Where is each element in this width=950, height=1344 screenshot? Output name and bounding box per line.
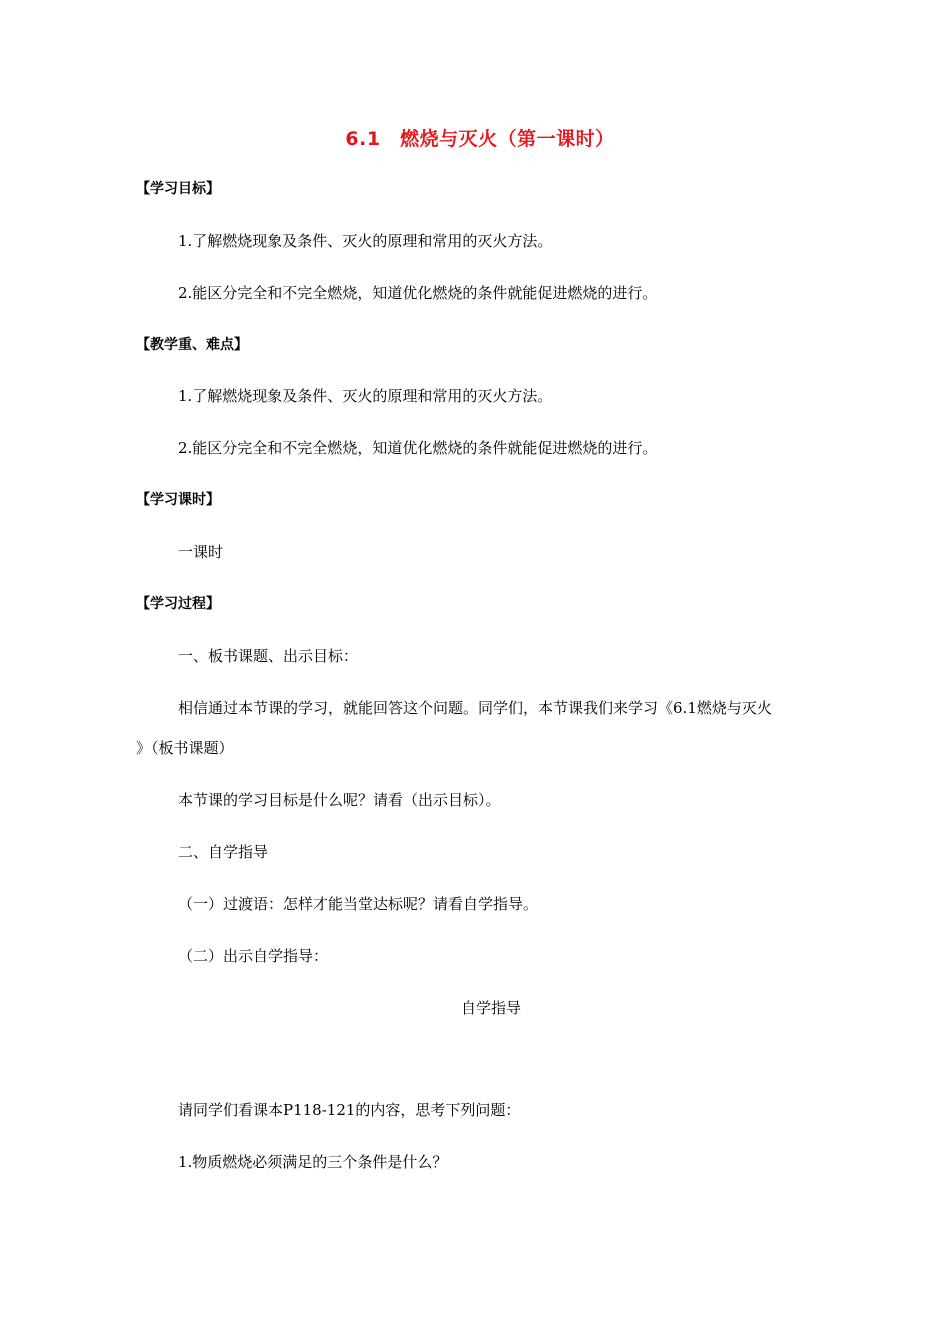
process-sub-1: （一）过渡语：怎样才能当堂达标呢？请看自学指导。 <box>178 895 539 913</box>
guide-intro: 请同学们看课本P118-121的内容，思考下列问题： <box>178 1101 521 1119</box>
key-points-item-2: 2.能区分完全和不完全燃烧，知道优化燃烧的条件就能促进燃烧的进行。 <box>178 439 658 457</box>
process-step-1: 一、板书课题、出示目标： <box>178 647 359 665</box>
periods-text: 一课时 <box>178 543 224 561</box>
key-points-item-1: 1.了解燃烧现象及条件、灭火的原理和常用的灭火方法。 <box>178 387 553 405</box>
objectives-item-2: 2.能区分完全和不完全燃烧，知道优化燃烧的条件就能促进燃烧的进行。 <box>178 284 658 302</box>
guide-title: 自学指导 <box>460 999 521 1017</box>
process-paragraph-2: 本节课的学习目标是什么呢？请看（出示目标）。 <box>178 791 501 809</box>
document-title: 6.1 燃烧与灭火（第一课时） <box>345 128 615 150</box>
process-paragraph-1-line-2: 》（板书课题） <box>136 739 234 757</box>
process-paragraph-1-line-1: 相信通过本节课的学习，就能回答这个问题。同学们，本节课我们来学习《6.1燃烧与灭火 <box>178 699 772 717</box>
periods-heading: 【学习课时】 <box>136 492 220 508</box>
process-step-2: 二、自学指导 <box>178 843 269 861</box>
guide-question-1: 1.物质燃烧必须满足的三个条件是什么？ <box>178 1153 448 1171</box>
objectives-heading: 【学习目标】 <box>136 181 220 197</box>
key-points-heading: 【教学重、难点】 <box>136 337 248 353</box>
process-sub-2: （二）出示自学指导： <box>178 947 329 965</box>
process-heading: 【学习过程】 <box>136 596 220 612</box>
objectives-item-1: 1.了解燃烧现象及条件、灭火的原理和常用的灭火方法。 <box>178 232 553 250</box>
